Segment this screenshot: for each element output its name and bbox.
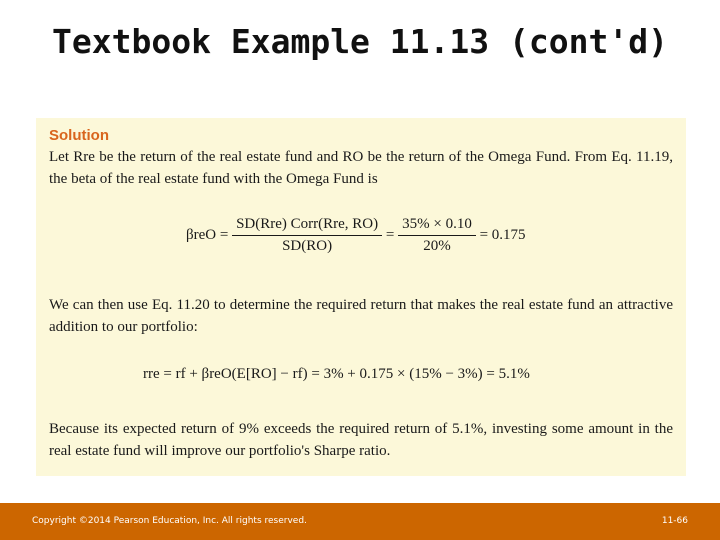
beta-result: = 0.175 xyxy=(479,227,526,243)
solution-box xyxy=(36,118,686,476)
page-number: 11-66 xyxy=(661,516,688,526)
beta-fraction-1-numerator: SD(Rre) Corr(Rre, RO) xyxy=(232,216,382,236)
beta-equation xyxy=(186,216,526,266)
solution-heading: Solution xyxy=(49,127,109,144)
beta-fraction-2 xyxy=(398,216,476,255)
beta-fraction-1 xyxy=(232,216,382,255)
beta-equals: = xyxy=(385,227,395,243)
slide-title: Textbook Example 11.13 (cont'd) xyxy=(52,22,668,61)
required-return-equation: rre = rf + βreO(E[RO] − rf) = 3% + 0.175 × (15% − 3%) = 5.1% xyxy=(143,366,530,382)
beta-fraction-1-denominator: SD(RO) xyxy=(282,238,333,254)
copyright-text: Copyright ©2014 Pearson Education, Inc. All rights reserved. xyxy=(32,516,307,526)
beta-fraction-2-denominator: 20% xyxy=(423,238,451,254)
footer-bar xyxy=(0,503,720,540)
solution-paragraph-2: We can then use Eq. 11.20 to determine the required return that makes the real estate fund an attractive addition to our portfolio: xyxy=(49,297,673,335)
beta-lhs: βreO = xyxy=(186,227,229,243)
solution-paragraph-1: Let Rre be the return of the real estate fund and RO be the return of the Omega Fund. From Eq. 11.19, the beta of the real estate fund with the Omega Fund is xyxy=(49,149,673,187)
solution-paragraph-3: Because its expected return of 9% exceeds the required return of 5.1%, investing some amount in the real estate fund will improve our portfolio's Sharpe ratio. xyxy=(49,421,673,459)
beta-fraction-2-numerator: 35% × 0.10 xyxy=(398,216,476,236)
